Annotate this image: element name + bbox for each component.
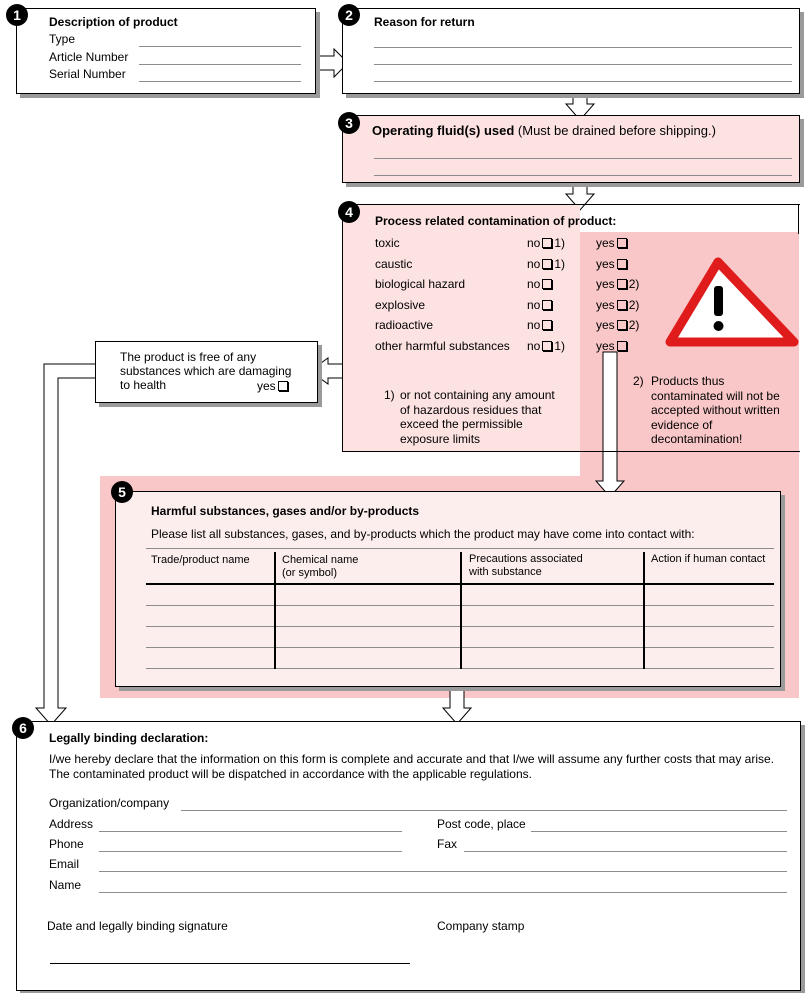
row-label: biological hazard <box>375 277 466 291</box>
section-number-6: 6 <box>12 717 34 739</box>
postcode-label: Post code, place <box>437 817 526 831</box>
operating-fluid-box <box>342 115 800 183</box>
contamination-title: Process related contamination of product: <box>375 214 617 228</box>
no-option[interactable]: no 1) <box>527 339 566 353</box>
product-description-title: Description of product <box>49 15 178 29</box>
section-number-1: 1 <box>6 4 28 26</box>
col-header-human-contact: Action if human contact <box>651 553 766 565</box>
no-option[interactable]: no 1) <box>527 257 566 271</box>
yes-checkbox[interactable] <box>617 279 627 289</box>
contamination-box-right-edge <box>798 204 799 234</box>
name-field[interactable] <box>99 892 787 893</box>
footnote-2-number: 2) <box>633 374 644 388</box>
article-number-field[interactable] <box>139 64 301 65</box>
operating-fluid-heading <box>372 123 716 138</box>
yes-option[interactable]: yes <box>596 236 629 250</box>
col-divider <box>460 552 462 669</box>
phone-field[interactable] <box>99 851 402 852</box>
reason-for-return-box <box>342 8 800 94</box>
organization-label: Organization/company <box>49 796 170 810</box>
yes-option[interactable]: yes <box>596 257 629 271</box>
yes-checkbox[interactable] <box>617 238 627 248</box>
table-top-rule <box>146 548 774 549</box>
fax-field[interactable] <box>464 851 787 852</box>
fax-label: Fax <box>437 837 458 851</box>
no-checkbox[interactable] <box>542 279 552 289</box>
reason-line-2[interactable] <box>374 64 792 65</box>
no-checkbox[interactable] <box>542 259 552 269</box>
free-of-substances-box <box>95 341 318 403</box>
address-label: Address <box>49 817 94 831</box>
no-checkbox[interactable] <box>542 341 552 351</box>
reason-line-1[interactable] <box>374 47 792 48</box>
harmful-substances-title: Harmful substances, gases and/or by-products <box>151 504 420 518</box>
yes-checkbox[interactable] <box>617 300 627 310</box>
col-header-trade-name: Trade/product name <box>151 554 250 566</box>
product-description-box <box>16 8 316 94</box>
no-checkbox[interactable] <box>542 238 552 248</box>
reason-line-3[interactable] <box>374 81 792 82</box>
row-label: other harmful substances <box>375 339 510 353</box>
row-label: caustic <box>375 257 413 271</box>
fluid-line-2[interactable] <box>374 175 792 176</box>
operating-fluid-note: (Must be drained before shipping.) <box>517 123 716 138</box>
section-number-4: 4 <box>338 201 360 223</box>
signature-field[interactable] <box>50 963 410 964</box>
serial-number-field[interactable] <box>139 81 301 82</box>
footnote-1-number: 1) <box>384 388 395 402</box>
reason-for-return-title: Reason for return <box>374 15 475 29</box>
company-stamp-label: Company stamp <box>437 919 525 933</box>
free-of-substances-text: The product is free of any substances which are damaging to health <box>120 350 292 392</box>
row-label: radioactive <box>375 318 434 332</box>
section-number-3: 3 <box>338 112 360 134</box>
address-field[interactable] <box>99 831 402 832</box>
no-option[interactable]: no 1) <box>527 236 566 250</box>
no-checkbox[interactable] <box>542 320 552 330</box>
yes-checkbox[interactable] <box>617 320 627 330</box>
email-field[interactable] <box>99 871 787 872</box>
phone-label: Phone <box>49 837 84 851</box>
yes-checkbox[interactable] <box>617 341 627 351</box>
declaration-title: Legally binding declaration: <box>49 731 209 745</box>
harmful-substances-box <box>115 491 781 687</box>
col-header-precautions: Precautions associated with substance <box>469 553 583 578</box>
yes-option[interactable]: yes <box>596 339 629 353</box>
yes-option[interactable]: yes 2) <box>596 318 640 332</box>
postcode-field[interactable] <box>531 831 787 832</box>
declaration-box <box>16 721 801 991</box>
yes-checkbox[interactable] <box>617 259 627 269</box>
yes-option[interactable]: yes 2) <box>596 277 640 291</box>
no-option[interactable]: no <box>527 318 554 332</box>
row-label: toxic <box>375 236 400 250</box>
declaration-text: I/we hereby declare that the information on this form is complete and accurate and that I/we will assume any further costs that may arise. The contaminated product will be dispatched in accordance with the applicable regulations. <box>49 752 775 781</box>
footnote-1: or not containing any amount of hazardous residues that exceed the permissible exposure limits <box>400 388 555 446</box>
no-option[interactable]: no <box>527 298 554 312</box>
row-label: explosive <box>375 298 426 312</box>
section-number-2: 2 <box>338 4 360 26</box>
operating-fluid-title: Operating fluid(s) used <box>372 123 515 138</box>
type-field[interactable] <box>139 46 301 47</box>
free-yes-checkbox[interactable] <box>278 381 288 391</box>
free-yes-option[interactable]: yes <box>257 379 290 393</box>
col-divider <box>274 552 276 669</box>
footnote-2: Products thus contaminated will not be accepted without written evidence of decontamination! <box>651 374 780 446</box>
no-option[interactable]: no <box>527 277 554 291</box>
signature-label: Date and legally binding signature <box>47 919 228 933</box>
no-checkbox[interactable] <box>542 300 552 310</box>
email-label: Email <box>49 857 80 871</box>
fluid-line-1[interactable] <box>374 158 792 159</box>
organization-field[interactable] <box>181 810 787 811</box>
harmful-substances-subtitle: Please list all substances, gases, and by-products which the product may have come into contact with: <box>151 527 695 541</box>
type-label: Type <box>49 32 76 46</box>
name-label: Name <box>49 878 82 892</box>
serial-number-label: Serial Number <box>49 67 126 81</box>
col-divider <box>643 552 645 669</box>
article-number-label: Article Number <box>49 50 129 64</box>
col-header-chemical-name: Chemical name (or symbol) <box>282 554 359 579</box>
section-number-5: 5 <box>111 481 133 503</box>
yes-option[interactable]: yes 2) <box>596 298 640 312</box>
